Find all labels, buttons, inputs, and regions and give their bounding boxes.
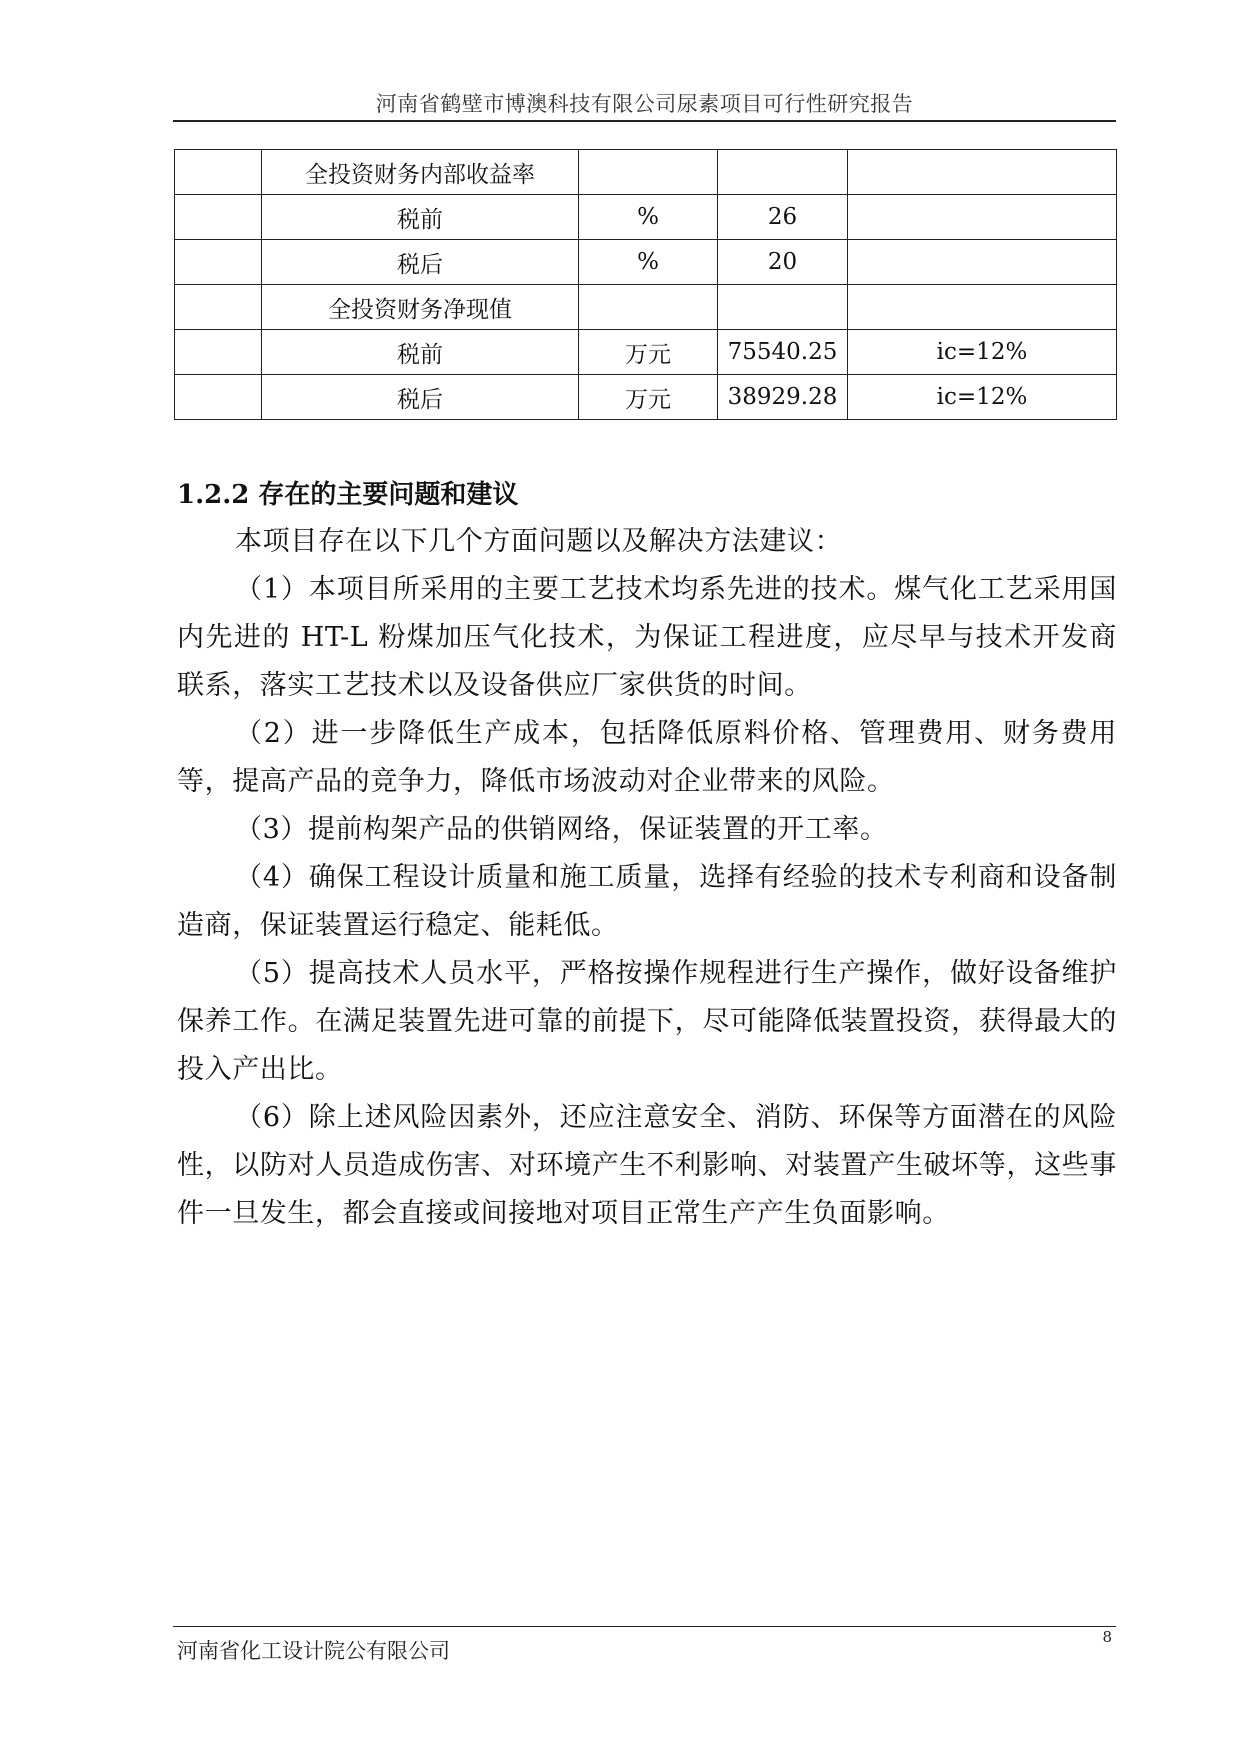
table-cell: 万元: [579, 330, 718, 375]
page-footer: [173, 1626, 1116, 1663]
table-cell: [718, 285, 848, 330]
table-row: [175, 195, 1117, 240]
table-cell: [175, 375, 262, 420]
table-cell: [848, 240, 1117, 285]
table-cell: [579, 285, 718, 330]
table-cell: [175, 285, 262, 330]
table-cell: 税后: [262, 240, 579, 285]
table-cell: %: [579, 240, 718, 285]
paragraph: 本项目存在以下几个方面问题以及解决方法建议：: [235, 526, 843, 557]
table-cell: 税后: [262, 375, 579, 420]
paragraph: （5）提高技术人员水平，严格按操作规程进行生产操作，做好设备维护保养工作。在满足装置先进可靠的前提下，尽可能降低装置投资，获得最大的投入产出比。: [177, 958, 1117, 1085]
table-cell: [848, 285, 1117, 330]
table-cell: 全投资财务内部收益率: [262, 150, 579, 195]
table-cell: [175, 330, 262, 375]
table-cell: 26: [718, 195, 848, 240]
table-cell: 75540.25: [718, 330, 848, 375]
table-cell: [175, 240, 262, 285]
table-cell: ic=12%: [848, 330, 1117, 375]
table-cell: 税前: [262, 330, 579, 375]
table-row: [175, 240, 1117, 285]
table-row: [175, 285, 1117, 330]
table-cell: [579, 150, 718, 195]
table-row: [175, 150, 1117, 195]
table-row: [175, 375, 1117, 420]
table-row: [175, 330, 1117, 375]
table-cell: [848, 195, 1117, 240]
table-cell: 全投资财务净现值: [262, 285, 579, 330]
table-cell: 税前: [262, 195, 579, 240]
section-heading: 1.2.2 存在的主要问题和建议: [177, 480, 519, 510]
table-cell: [175, 150, 262, 195]
paragraph: （1）本项目所采用的主要工艺技术均系先进的技术。煤气化工艺采用国内先进的 HT-L 粉煤加压气化技术，为保证工程进度，应尽早与技术开发商联系，落实工艺技术以及设备供应厂家供货的时间。: [177, 574, 1117, 701]
table-cell: [848, 150, 1117, 195]
section-body: [177, 518, 1117, 1238]
table-cell: [718, 150, 848, 195]
paragraph: （6）除上述风险因素外，还应注意安全、消防、环保等方面潜在的风险性，以防对人员造成伤害、对环境产生不利影响、对装置产生破坏等，这些事件一旦发生，都会直接或间接地对项目正常生产产生负面影响。: [177, 1102, 1117, 1229]
page-header: [173, 84, 1116, 122]
page-number: 8: [1102, 1628, 1112, 1646]
table-cell: [175, 195, 262, 240]
table-cell: %: [579, 195, 718, 240]
header-title: 河南省鹤壁市博澳科技有限公司尿素项目可行性研究报告: [375, 92, 914, 116]
footer-company: 河南省化工设计院公有限公司: [177, 1639, 450, 1663]
paragraph: （4）确保工程设计质量和施工质量，选择有经验的技术专利商和设备制造商，保证装置运行稳定、能耗低。: [177, 862, 1117, 941]
financial-indicators-table: [174, 149, 1117, 420]
table-cell: ic=12%: [848, 375, 1117, 420]
paragraph: （3）提前构架产品的供销网络，保证装置的开工率。: [235, 814, 888, 845]
table-cell: 38929.28: [718, 375, 848, 420]
table-cell: 20: [718, 240, 848, 285]
table-cell: 万元: [579, 375, 718, 420]
paragraph: （2）进一步降低生产成本，包括降低原料价格、管理费用、财务费用等，提高产品的竞争力，降低市场波动对企业带来的风险。: [177, 718, 1117, 797]
